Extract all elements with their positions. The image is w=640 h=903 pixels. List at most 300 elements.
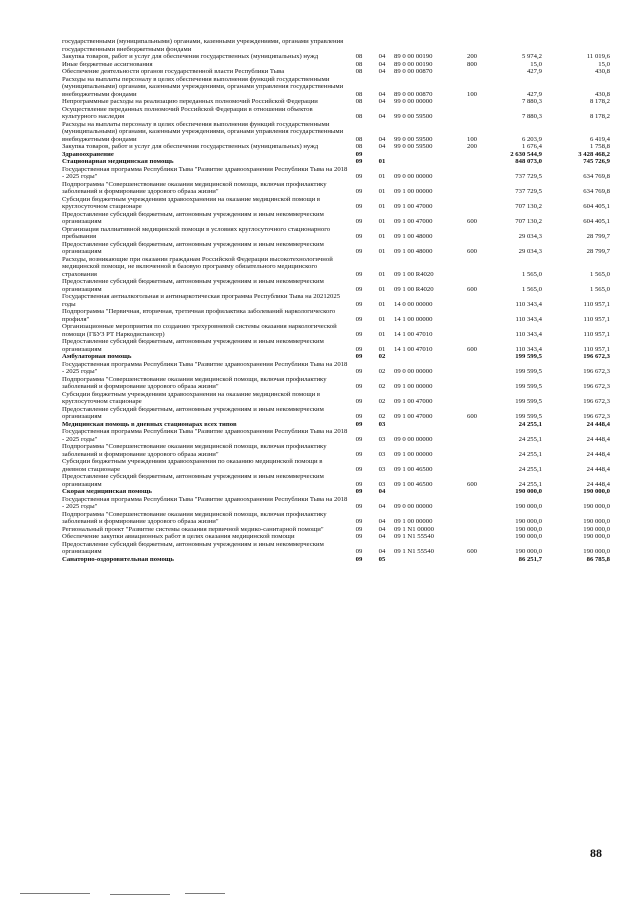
cell-name: Здравоохранение	[62, 150, 114, 158]
cell-sum2: 430,8	[594, 90, 610, 98]
cell-rz: 09	[355, 218, 363, 225]
cell-sum1: 190 000,0	[515, 548, 542, 555]
table-row	[62, 541, 610, 556]
cell-sum1: 7 880,3	[521, 113, 542, 120]
cell-name: Предоставление субсидий бюджетным, автономным учреждениям и иным некоммерческим организациям	[62, 405, 324, 420]
cell-name: Субсидии бюджетным учреждениям здравоохранения по оказанию медицинской помощи в дневном стационаре	[62, 458, 323, 473]
cell-csr	[394, 556, 458, 564]
cell-rz: 09	[355, 330, 363, 338]
cell-csr: 09 1 00 46500	[394, 465, 433, 473]
table-row	[62, 443, 610, 458]
cell-name: Расходы, возникающие при оказании гражданам Российской Федерации высокотехнологичной медицинской помощи, не включенной в базовую программу обязательного медицинского страхования	[62, 255, 333, 278]
cell-name: Осуществление переданных полномочий Российской Федерации в отношении объектов культурного наследия	[62, 105, 313, 120]
cell-sum1: 848 073,0	[515, 158, 542, 165]
cell-sum1: 707 130,2	[515, 203, 542, 210]
cell-pr: 05	[378, 555, 386, 563]
cell-pr: 04	[378, 503, 386, 510]
table-row	[62, 556, 610, 564]
cell-rz: 09	[355, 420, 363, 428]
cell-csr: 09 0 00 00000	[394, 435, 433, 443]
cell-name: Предоставление субсидий бюджетным, автономным учреждениям и иным некоммерческим организациям	[62, 240, 324, 255]
cell-pr: 01	[378, 248, 386, 255]
table-row	[62, 308, 610, 323]
cell-vr	[458, 166, 486, 181]
cell-rz: 08	[355, 98, 363, 105]
table-row	[62, 278, 610, 293]
cell-sum2: 86 785,8	[586, 555, 610, 563]
cell-sum2: 15,0	[598, 60, 610, 68]
cell-vr	[458, 428, 486, 443]
cell-vr: 600	[466, 480, 478, 488]
cell-rz: 09	[355, 548, 363, 555]
cell-csr: 14 1 00 00000	[394, 315, 433, 323]
table-row	[62, 533, 610, 541]
cell-sum2: 8 178,2	[589, 113, 610, 120]
table-row	[62, 353, 610, 361]
cell-rz: 08	[355, 68, 363, 75]
cell-rz: 09	[355, 203, 363, 210]
cell-rz: 09	[355, 248, 363, 255]
table-row	[62, 391, 610, 406]
cell-csr	[394, 421, 458, 429]
cell-name: Организация паллиативной медицинской помощи в условиях круглосуточного стационарного пребывания	[62, 225, 331, 240]
cell-rz: 09	[355, 368, 363, 375]
cell-rz: 09	[355, 555, 363, 563]
cell-vr	[458, 361, 486, 376]
cell-vr	[458, 526, 486, 534]
table-row	[62, 143, 610, 151]
table-row	[62, 323, 610, 338]
cell-sum1: 24 255,1	[518, 435, 542, 443]
cell-sum1: 24 255,1	[518, 450, 542, 458]
cell-sum1: 199 599,5	[515, 398, 542, 405]
cell-vr	[458, 181, 486, 196]
scan-artifact-line	[110, 894, 170, 895]
cell-vr: 200	[466, 143, 478, 150]
cell-sum1: 29 034,3	[518, 248, 542, 255]
cell-pr	[370, 151, 394, 159]
cell-name: Расходы на выплаты персоналу в целях обеспечения выполнения функций государственными (муниципальными) органами, казенными учреждениями, органами управления государственными внебюджетными фондами	[62, 120, 344, 143]
cell-vr: 800	[466, 60, 478, 68]
cell-name: Предоставление субсидий бюджетным, автономным учреждениям и иным некоммерческим организациям	[62, 278, 324, 293]
table-row	[62, 526, 610, 534]
cell-sum2: 28 799,7	[586, 248, 610, 255]
cell-rz: 09	[355, 465, 363, 473]
cell-vr: 100	[466, 135, 478, 143]
cell-sum2: 3 428 468,2	[578, 150, 610, 158]
cell-csr: 09 1 00 47000	[394, 218, 433, 225]
cell-pr: 04	[378, 53, 386, 60]
cell-sum1: 190 000,0	[515, 525, 542, 533]
cell-rz: 09	[355, 270, 363, 278]
cell-csr: 09 1 00 46500	[394, 480, 433, 488]
cell-sum1: 199 599,5	[515, 383, 542, 390]
cell-csr: 09 1 00 47000	[394, 413, 433, 420]
cell-csr: 09 1 00 00000	[394, 383, 433, 390]
cell-sum1: 707 130,2	[515, 218, 542, 225]
cell-csr: 09 1 00 48000	[394, 248, 433, 255]
cell-pr: 04	[378, 98, 386, 105]
cell-pr: 04	[378, 533, 386, 540]
cell-rz	[348, 38, 370, 53]
cell-sum2: 6 419,4	[589, 135, 610, 143]
cell-csr: 14 0 00 00000	[394, 300, 433, 308]
cell-sum2: 196 672,3	[583, 368, 610, 375]
cell-sum1: 6 203,9	[521, 135, 542, 143]
cell-pr: 01	[378, 300, 386, 308]
cell-pr: 03	[378, 435, 386, 443]
cell-name: Подпрограмма "Совершенствование оказания медицинской помощи, включая профилактику заболеваний и формирование здорового образа жизни"	[62, 180, 327, 195]
table-row	[62, 211, 610, 226]
cell-csr: 09 1 N1 55540	[394, 533, 434, 540]
cell-name: Стационарная медицинская помощь	[62, 158, 174, 165]
cell-rz: 09	[355, 188, 363, 195]
cell-sum1: 110 343,4	[515, 315, 542, 323]
table-row	[62, 421, 610, 429]
table-row	[62, 166, 610, 181]
cell-sum1: 24 255,1	[518, 480, 542, 488]
cell-rz: 09	[355, 480, 363, 488]
cell-vr: 100	[466, 90, 478, 98]
cell-sum1: 5 974,2	[521, 53, 542, 60]
cell-sum1	[486, 38, 542, 53]
cell-sum2: 110 957,1	[583, 300, 610, 308]
cell-pr: 03	[378, 465, 386, 473]
table-row	[62, 226, 610, 241]
cell-pr: 01	[378, 158, 386, 165]
cell-name: Обеспечение деятельности органов государственной власти Республики Тыва	[62, 68, 285, 75]
cell-vr	[458, 256, 486, 279]
cell-pr: 03	[378, 450, 386, 458]
cell-pr	[370, 38, 394, 53]
cell-name: Подпрограмма "Совершенствование оказания медицинской помощи, включая профилактику заболеваний и формирование здорового образа жизни"	[62, 375, 327, 390]
cell-csr: 14 1 00 47010	[394, 345, 433, 353]
cell-rz: 08	[355, 135, 363, 143]
cell-rz: 09	[355, 300, 363, 308]
table-row	[62, 53, 610, 61]
cell-rz: 09	[355, 353, 363, 360]
cell-name: Подпрограмма "Первичная, вторичная, третичная профилактика заболеваний наркологического профиля"	[62, 308, 336, 323]
cell-csr: 09 1 00 00000	[394, 188, 433, 195]
cell-sum1: 7 880,3	[521, 98, 542, 105]
cell-csr: 09 1 00 R4020	[394, 285, 434, 293]
table-row	[62, 106, 610, 121]
cell-sum2: 110 957,1	[583, 315, 610, 323]
cell-vr	[458, 293, 486, 308]
cell-sum1: 24 255,1	[518, 420, 542, 428]
cell-pr: 01	[378, 233, 386, 240]
cell-rz: 09	[355, 533, 363, 540]
cell-name: Скорая медицинская помощь	[62, 488, 152, 495]
cell-csr: 99 0 00 59500	[394, 113, 433, 120]
cell-sum2: 604 405,1	[583, 218, 610, 225]
cell-sum1: 199 599,5	[515, 353, 542, 360]
cell-sum1: 737 729,5	[515, 173, 542, 180]
cell-vr: 600	[466, 218, 478, 225]
cell-rz: 08	[355, 53, 363, 60]
cell-sum2: 190 000,0	[583, 503, 610, 510]
cell-vr: 600	[466, 413, 478, 420]
table-row	[62, 241, 610, 256]
cell-vr: 200	[466, 53, 478, 60]
cell-rz: 09	[355, 503, 363, 510]
cell-vr: 600	[466, 285, 478, 293]
cell-pr: 04	[378, 518, 386, 525]
cell-vr	[458, 196, 486, 211]
cell-sum2: 24 448,4	[586, 450, 610, 458]
cell-sum2: 110 957,1	[583, 345, 610, 353]
cell-pr: 04	[378, 548, 386, 555]
table-row	[62, 293, 610, 308]
cell-rz: 09	[355, 233, 363, 240]
cell-sum2: 11 019,6	[586, 53, 610, 60]
cell-pr: 04	[378, 488, 386, 495]
cell-sum1: 199 599,5	[515, 413, 542, 420]
cell-pr: 02	[378, 383, 386, 390]
cell-name: Предоставление субсидий бюджетным, автономным учреждениям и иным некоммерческим организациям	[62, 540, 324, 555]
cell-pr: 01	[378, 173, 386, 180]
cell-vr	[458, 443, 486, 458]
cell-csr: 89 0 00 00870	[394, 68, 433, 75]
table-row	[62, 488, 610, 496]
cell-rz: 09	[355, 488, 363, 495]
cell-name: Обеспечение закупки авиационных работ в целях оказания медицинской помощи	[62, 533, 295, 540]
cell-csr: 09 0 00 00000	[394, 368, 433, 375]
table-row	[62, 158, 610, 166]
cell-sum1: 1 676,4	[521, 143, 542, 150]
cell-sum2: 190 000,0	[583, 533, 610, 540]
cell-sum2: 196 672,3	[583, 413, 610, 420]
cell-pr: 04	[378, 143, 386, 150]
cell-rz: 09	[355, 345, 363, 353]
cell-vr	[458, 556, 486, 564]
scan-artifact-line	[185, 893, 225, 894]
cell-pr: 04	[378, 60, 386, 68]
cell-sum2: 634 769,8	[583, 173, 610, 180]
cell-csr	[394, 38, 458, 53]
cell-name: Государственная программа Республики Тыва "Развитие здравоохранения Республики Тыва на 2018 - 2025 годы"	[62, 360, 348, 375]
cell-vr	[458, 511, 486, 526]
table-row	[62, 458, 610, 473]
cell-vr	[458, 98, 486, 106]
cell-sum2: 1 565,0	[589, 270, 610, 278]
cell-name: Расходы на выплаты персоналу в целях обеспечения выполнения функций государственными (муниципальными) органами, казенными учреждениями, органами управления государственными внебюджетными фондами	[62, 75, 344, 98]
cell-sum2: 430,8	[594, 68, 610, 75]
cell-csr	[394, 488, 458, 496]
cell-pr: 03	[378, 480, 386, 488]
cell-name: Предоставление субсидий бюджетным, автономным учреждениям и иным некоммерческим организациям	[62, 473, 324, 488]
cell-rz: 09	[355, 413, 363, 420]
cell-sum2: 196 672,3	[583, 383, 610, 390]
cell-name: Закупка товаров, работ и услуг для обеспечения государственных (муниципальных) нужд	[62, 143, 319, 150]
table-row	[62, 256, 610, 279]
table-row	[62, 406, 610, 421]
cell-vr	[458, 496, 486, 511]
cell-vr	[458, 151, 486, 159]
cell-vr: 600	[466, 345, 478, 353]
cell-sum1: 1 565,0	[521, 285, 542, 293]
cell-name: Организационные мероприятия по созданию трехуровневой системы оказания наркологической помощи (ГБУЗ РТ Наркодиспансер)	[62, 323, 337, 338]
cell-name: Предоставление субсидий бюджетным, автономным учреждениям и иным некоммерческим организациям	[62, 210, 324, 225]
cell-name: Подпрограмма "Совершенствование оказания медицинской помощи, включая профилактику заболеваний и формирование здорового образа жизни"	[62, 443, 327, 458]
cell-csr: 09 1 00 47000	[394, 203, 433, 210]
table-row	[62, 196, 610, 211]
cell-sum1: 1 565,0	[521, 270, 542, 278]
cell-rz: 09	[355, 285, 363, 293]
cell-sum2: 8 178,2	[589, 98, 610, 105]
cell-vr	[458, 68, 486, 76]
cell-pr: 04	[378, 113, 386, 120]
table-row	[62, 98, 610, 106]
table-row	[62, 121, 610, 144]
table-row	[62, 338, 610, 353]
cell-sum1: 2 630 544,9	[510, 150, 542, 158]
cell-pr: 04	[378, 135, 386, 143]
cell-csr: 14 1 00 47010	[394, 330, 433, 338]
cell-name: государственными (муниципальными) органами, казенными учреждениями, органами управления государственными внебюджетными фондами	[62, 38, 344, 53]
cell-vr: 600	[466, 548, 478, 555]
cell-csr: 09 1 00 48000	[394, 233, 433, 240]
cell-rz: 09	[355, 450, 363, 458]
cell-name: Субсидии бюджетным учреждениям здравоохранения на оказание медицинской помощи в круглосуточном стационаре	[62, 390, 321, 405]
cell-vr	[458, 488, 486, 496]
cell-rz: 09	[355, 383, 363, 390]
cell-sum2: 28 799,7	[586, 233, 610, 240]
cell-csr: 09 1 00 00000	[394, 450, 433, 458]
cell-sum1: 427,9	[526, 68, 542, 75]
cell-vr	[458, 421, 486, 429]
cell-name: Региональный проект "Развитие системы оказания первичной медико-санитарной помощи"	[62, 525, 324, 533]
cell-vr	[458, 106, 486, 121]
cell-name: Подпрограмма "Совершенствование оказания медицинской помощи, включая профилактику заболеваний и формирование здорового образа жизни"	[62, 510, 327, 525]
cell-name: Санаторно-оздоровительная помощь	[62, 555, 174, 563]
cell-csr: 89 0 00 00870	[394, 90, 433, 98]
cell-pr: 01	[378, 188, 386, 195]
cell-sum2: 190 000,0	[583, 525, 610, 533]
cell-pr: 01	[378, 270, 386, 278]
cell-sum1: 15,0	[530, 60, 542, 68]
cell-rz: 09	[355, 518, 363, 525]
cell-sum2: 1 758,8	[589, 143, 610, 150]
cell-sum1: 190 000,0	[515, 518, 542, 525]
table-row	[62, 361, 610, 376]
cell-rz: 09	[355, 173, 363, 180]
cell-vr	[458, 458, 486, 473]
cell-sum1: 190 000,0	[515, 533, 542, 540]
cell-csr: 09 1 00 00000	[394, 518, 433, 525]
cell-pr: 01	[378, 285, 386, 293]
cell-pr: 01	[378, 330, 386, 338]
cell-sum2: 1 565,0	[589, 285, 610, 293]
cell-vr	[458, 308, 486, 323]
cell-name: Медицинская помощь в дневных стационарах всех типов	[62, 420, 237, 428]
budget-table	[62, 38, 610, 563]
cell-sum1: 86 251,7	[518, 555, 542, 563]
cell-pr: 04	[378, 90, 386, 98]
cell-name: Субсидии бюджетным учреждениям здравоохранения на оказание медицинской помощи в круглосуточном стационаре	[62, 195, 321, 210]
cell-rz: 09	[355, 398, 363, 405]
cell-sum2: 24 448,4	[586, 480, 610, 488]
cell-sum1: 427,9	[526, 90, 542, 98]
cell-csr: 89 0 00 00190	[394, 53, 433, 60]
cell-sum2: 604 405,1	[583, 203, 610, 210]
cell-rz: 09	[355, 525, 363, 533]
cell-pr: 04	[378, 525, 386, 533]
cell-rz: 08	[355, 90, 363, 98]
cell-sum2: 196 672,3	[583, 353, 610, 360]
cell-sum2: 24 448,4	[586, 465, 610, 473]
cell-name: Государственная программа Республики Тыва "Развитие здравоохранения Республики Тыва на 2018 - 2025 годы"	[62, 495, 348, 510]
cell-sum1: 24 255,1	[518, 465, 542, 473]
cell-pr: 04	[378, 68, 386, 75]
cell-sum1: 190 000,0	[515, 503, 542, 510]
table-row	[62, 181, 610, 196]
cell-vr	[458, 158, 486, 166]
cell-rz: 08	[355, 143, 363, 150]
table-row	[62, 473, 610, 488]
cell-sum2: 745 726,9	[583, 158, 610, 165]
cell-sum1: 199 599,5	[515, 368, 542, 375]
table-row	[62, 68, 610, 76]
cell-sum2: 24 448,4	[586, 435, 610, 443]
cell-name: Закупка товаров, работ и услуг для обеспечения государственных (муниципальных) нужд	[62, 53, 319, 60]
cell-name: Государственная программа Республики Тыва "Развитие здравоохранения Республики Тыва на 2018 - 2025 годы"	[62, 165, 348, 180]
cell-sum1: 190 000,0	[515, 488, 542, 495]
cell-name: Непрограммные расходы на реализацию переданных полномочий Российской Федерации	[62, 98, 318, 105]
cell-name: Иные бюджетные ассигнования	[62, 60, 153, 68]
cell-pr: 01	[378, 203, 386, 210]
cell-pr: 02	[378, 368, 386, 375]
cell-name: Амбулаторная помощь	[62, 353, 132, 360]
table-row	[62, 496, 610, 511]
cell-vr	[458, 38, 486, 53]
cell-rz: 09	[355, 150, 363, 158]
cell-sum2: 196 672,3	[583, 398, 610, 405]
table-row	[62, 376, 610, 391]
cell-csr	[394, 151, 458, 159]
cell-pr: 01	[378, 315, 386, 323]
cell-csr: 99 0 00 59500	[394, 135, 433, 143]
cell-name: Государственная антиалкогольная и антинаркотическая программа Республики Тыва на 20212025 годы	[62, 293, 341, 308]
cell-csr: 99 0 00 00000	[394, 98, 433, 105]
cell-csr: 09 0 00 00000	[394, 503, 433, 510]
table-row	[62, 511, 610, 526]
cell-rz: 09	[355, 158, 363, 165]
cell-sum2	[542, 38, 610, 53]
cell-pr: 02	[378, 413, 386, 420]
cell-vr	[458, 226, 486, 241]
cell-name: Предоставление субсидий бюджетным, автономным учреждениям и иным некоммерческим организациям	[62, 338, 324, 353]
cell-vr	[458, 533, 486, 541]
cell-rz: 08	[355, 113, 363, 120]
cell-vr	[458, 353, 486, 361]
cell-csr: 89 0 00 00190	[394, 60, 433, 68]
cell-sum2: 190 000,0	[583, 488, 610, 495]
cell-rz: 09	[355, 315, 363, 323]
cell-name: Государственная программа Республики Тыва "Развитие здравоохранения Республики Тыва на 2018 - 2025 годы"	[62, 428, 348, 443]
cell-pr: 03	[378, 420, 386, 428]
cell-pr: 01	[378, 345, 386, 353]
cell-sum1: 29 034,3	[518, 233, 542, 240]
cell-csr: 09 1 N1 00000	[394, 525, 434, 533]
cell-pr: 01	[378, 218, 386, 225]
cell-csr: 99 0 00 59500	[394, 143, 433, 150]
table-row	[62, 38, 610, 53]
cell-vr: 600	[466, 248, 478, 255]
cell-sum1: 110 343,4	[515, 300, 542, 308]
scan-artifact-line	[20, 893, 90, 894]
cell-sum2: 24 448,4	[586, 420, 610, 428]
